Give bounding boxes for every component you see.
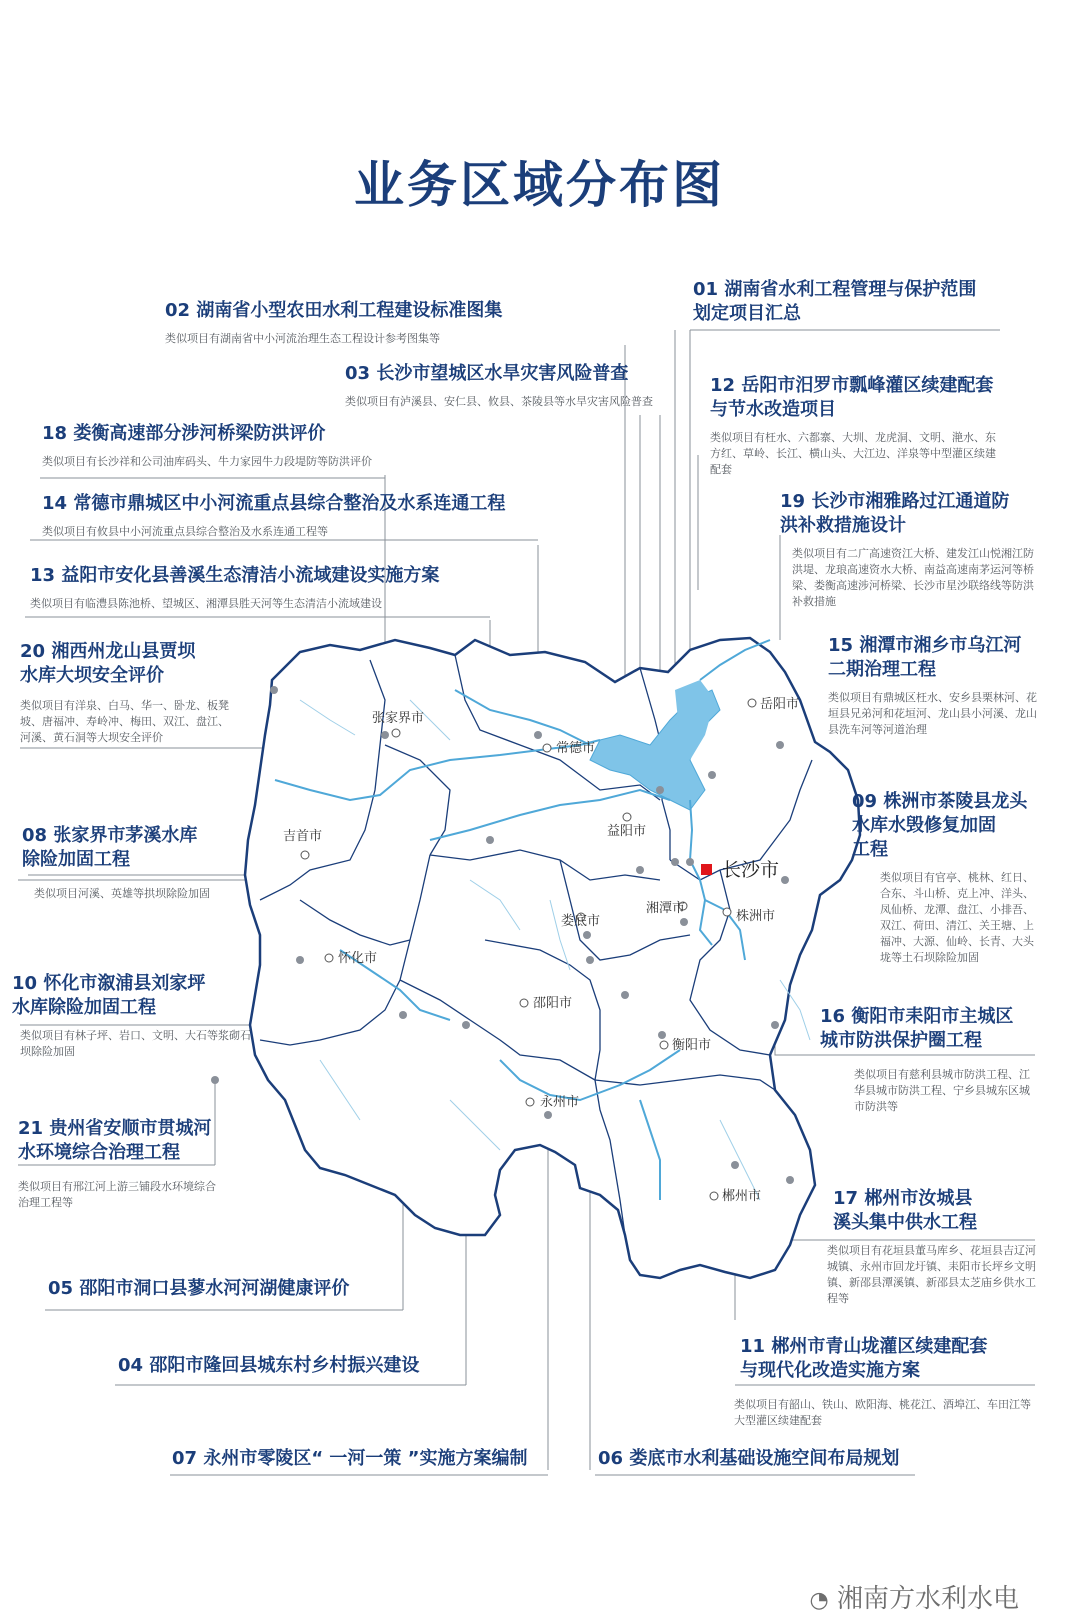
project-title: 15 湘潭市湘乡市乌江河 二期治理工程 bbox=[828, 635, 1022, 680]
city-zhangjiajie: 张家界市 bbox=[372, 711, 425, 726]
project-09 bbox=[852, 790, 1037, 966]
city-zhuzhou: 株洲市 bbox=[736, 909, 776, 924]
project-10 bbox=[12, 972, 252, 1060]
project-desc: 类似项目有攸县中小河流重点县综合整治及水系连通工程等 bbox=[42, 525, 328, 538]
project-11 bbox=[734, 1335, 1035, 1429]
city-changsha: 长沙市 bbox=[722, 859, 780, 881]
city-yongzhou: 永州市 bbox=[540, 1095, 580, 1110]
project-title: 11 郴州市青山垅灌区续建配套 与现代化改造实施方案 bbox=[740, 1336, 988, 1381]
wechat-icon: ◔ bbox=[809, 1588, 829, 1613]
project-07 bbox=[172, 1447, 552, 1471]
project-desc: 类似项目有临澧县陈池桥、望城区、湘潭县胜天河等生态清洁小流域建设 bbox=[30, 597, 382, 610]
project-desc: 类似项目有长沙祥和公司油库码头、牛力家园牛力段堤防等防洪评价 bbox=[42, 455, 372, 468]
city-yiyang: 益阳市 bbox=[607, 824, 647, 839]
project-title: 02 湖南省小型农田水利工程建设标准图集 bbox=[165, 300, 503, 321]
project-08 bbox=[22, 824, 262, 902]
project-desc: 类似项目河溪、英雄等拱坝除险加固 bbox=[34, 887, 210, 900]
project-title: 06 娄底市水利基础设施空间布局规划 bbox=[598, 1448, 900, 1469]
project-15 bbox=[828, 634, 1038, 738]
project-title: 04 邵阳市隆回县城东村乡村振兴建设 bbox=[118, 1355, 420, 1376]
project-19 bbox=[780, 490, 1040, 610]
project-title: 19 长沙市湘雅路过江通道防 洪补救措施设计 bbox=[780, 491, 1010, 536]
capital-marker bbox=[701, 864, 712, 875]
project-title: 16 衡阳市耒阳市主城区 城市防洪保护圈工程 bbox=[820, 1006, 1014, 1051]
project-17 bbox=[827, 1187, 1038, 1307]
project-title: 21 贵州省安顺市贯城河 水环境综合治理工程 bbox=[18, 1118, 212, 1163]
project-desc: 类似项目有二广高速资江大桥、建发江山悦湘江防洪堤、龙琅高速资水大桥、南益高速南茅运河等桥梁、娄衡高速涉河桥梁、长沙市星沙联络线等防洪补救措施 bbox=[792, 547, 1034, 608]
project-title: 08 张家界市茅溪水库 除险加固工程 bbox=[22, 825, 198, 870]
project-title: 10 怀化市溆浦县刘家坪 水库除险加固工程 bbox=[12, 973, 206, 1018]
project-01 bbox=[693, 278, 1023, 326]
project-20 bbox=[20, 640, 235, 746]
project-desc: 类似项目有邢江河上游三铺段水环境综合治理工程等 bbox=[18, 1180, 216, 1209]
city-yueyang: 岳阳市 bbox=[760, 697, 800, 712]
project-title: 17 郴州市汝城县 溪头集中供水工程 bbox=[833, 1188, 977, 1233]
project-desc: 类似项目有花垣县董马库乡、花垣县吉辽河城镇、永州市回龙圩镇、耒阳市长坪乡文明镇、新邵县潭溪镇、新邵县太芝庙乡供水工程等 bbox=[827, 1244, 1036, 1305]
project-title: 18 娄衡高速部分涉河桥梁防洪评价 bbox=[42, 423, 326, 444]
city-shaoyang: 邵阳市 bbox=[533, 996, 573, 1011]
project-18 bbox=[42, 422, 402, 470]
project-desc: 类似项目有鼎城区枉水、安乡县栗林河、花垣县兄弟河和花垣河、龙山县小河溪、龙山县洗车河等河道治理 bbox=[828, 691, 1037, 736]
project-title: 03 长沙市望城区水旱灾害风险普查 bbox=[345, 363, 629, 384]
project-title: 12 岳阳市汨罗市瓢峰灌区续建配套 与节水改造项目 bbox=[710, 375, 994, 420]
project-desc: 类似项目有官亭、桃林、红日、合东、斗山桥、克上冲、洋头、凤仙桥、龙潭、盘江、小排吾、双江、荷田、清江、关王塘、上福冲、大源、仙岭、长青、大头垅等土石坝除险加固 bbox=[880, 871, 1034, 964]
project-title: 13 益阳市安化县善溪生态清洁小流域建设实施方案 bbox=[30, 565, 440, 586]
project-title: 07 永州市零陵区“ 一河一策 ”实施方案编制 bbox=[172, 1448, 528, 1469]
project-desc: 类似项目有湖南省中小河流治理生态工程设计参考图集等 bbox=[165, 332, 440, 345]
project-13 bbox=[30, 564, 490, 612]
project-title: 20 湘西州龙山县贾坝 水库大坝安全评价 bbox=[20, 641, 196, 686]
project-03 bbox=[345, 362, 665, 410]
project-title: 05 邵阳市洞口县蓼水河河湖健康评价 bbox=[48, 1278, 350, 1299]
watermark bbox=[810, 1578, 1019, 1615]
city-loudi: 娄底市 bbox=[561, 914, 601, 929]
watermark-text: 湘南方水利水电 bbox=[836, 1584, 1019, 1614]
project-21 bbox=[18, 1117, 218, 1211]
project-title: 14 常德市鼎城区中小河流重点县综合整治及水系连通工程 bbox=[42, 493, 506, 514]
project-desc: 类似项目有枉水、六都寨、大圳、龙虎洞、文明、滟水、东方红、草岭、长江、横山头、大江边、洋泉等中型灌区续建配套 bbox=[710, 431, 996, 476]
project-02 bbox=[165, 299, 625, 347]
city-huaihua: 怀化市 bbox=[338, 951, 378, 966]
project-desc: 类似项目有洋泉、白马、华一、卧龙、板凳坡、唐福冲、寿岭冲、梅田、双江、盘江、河溪、黄石洞等大坝安全评价 bbox=[20, 699, 229, 744]
city-chenzhou: 郴州市 bbox=[722, 1189, 762, 1204]
page-title: 业务区域分布图 bbox=[354, 156, 725, 214]
project-desc: 类似项目有韶山、铁山、欧阳海、桃花江、酒埠江、车田江等大型灌区续建配套 bbox=[734, 1398, 1031, 1427]
city-hengyang: 衡阳市 bbox=[672, 1038, 712, 1053]
city-changde: 常德市 bbox=[556, 741, 596, 756]
project-desc: 类似项目有慈利县城市防洪工程、江华县城市防洪工程、宁乡县城东区城市防洪等 bbox=[854, 1068, 1030, 1113]
project-06 bbox=[598, 1447, 928, 1471]
city-jishou: 吉首市 bbox=[283, 829, 323, 844]
project-05 bbox=[48, 1277, 408, 1301]
city-xiangtan: 湘潭市 bbox=[646, 901, 686, 916]
project-16 bbox=[820, 1005, 1035, 1115]
project-12 bbox=[710, 374, 1000, 478]
project-14 bbox=[42, 492, 542, 540]
project-04 bbox=[118, 1354, 478, 1378]
project-title: 01 湖南省水利工程管理与保护范围 划定项目汇总 bbox=[693, 279, 977, 324]
project-desc: 类似项目有林子坪、岩口、文明、大石等浆砌石坝除险加固 bbox=[20, 1029, 251, 1058]
project-title: 09 株洲市茶陵县龙头 水库水毁修复加固 工程 bbox=[852, 791, 1028, 860]
project-desc: 类似项目有泸溪县、安仁县、攸县、茶陵县等水旱灾害风险普查 bbox=[345, 395, 653, 408]
